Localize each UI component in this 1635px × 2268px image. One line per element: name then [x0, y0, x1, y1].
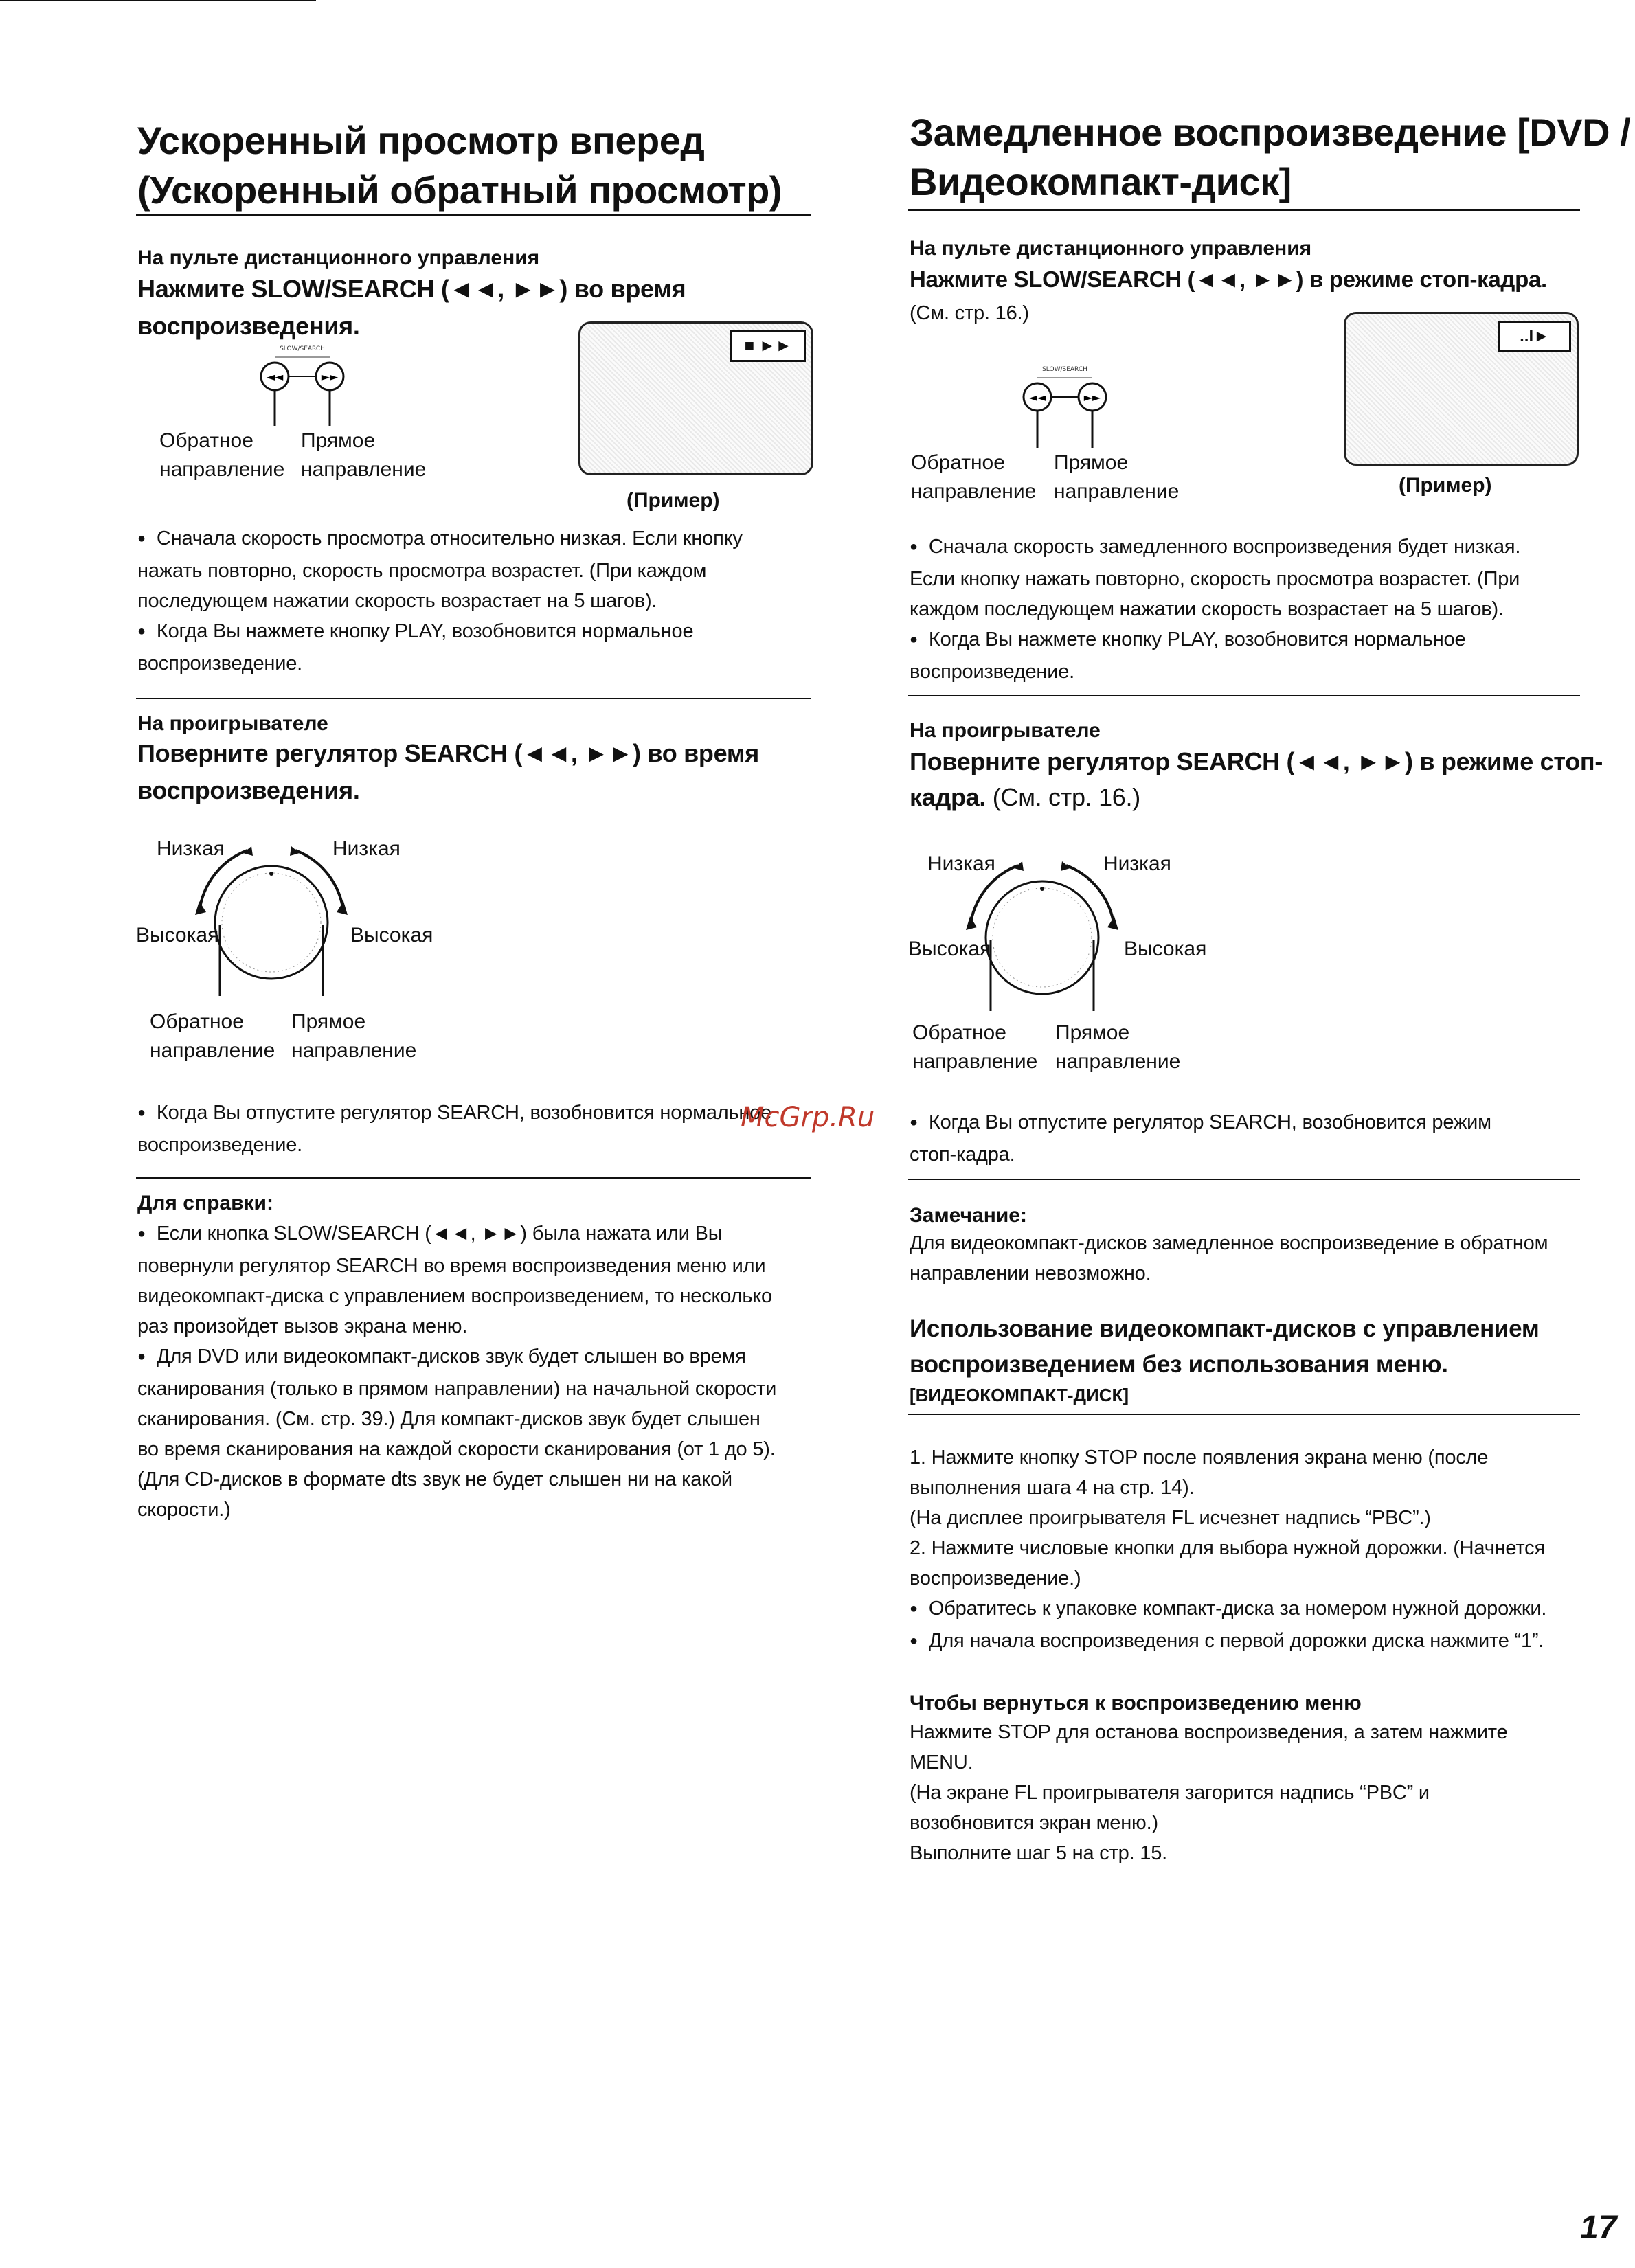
- text-line: 2. Нажмите числовые кнопки для выбора нужной дорожки. (Начнется: [910, 1537, 1545, 1559]
- left-remote-heading: На пульте дистанционного управления: [137, 247, 540, 269]
- bullet-text: ● Сначала скорость просмотра относительно низкая. Если кнопку: [137, 523, 811, 556]
- bullet-text: ● Когда Вы отпустите регулятор SEARCH, возобновится режим: [910, 1107, 1583, 1139]
- text-line: (Для CD-дисков в формате dts звук не будет слышен ни на какой: [137, 1468, 732, 1490]
- example-caption: (Пример): [1399, 474, 1492, 497]
- text-line: нажать повторно, скорость просмотра возрастет. (При каждом: [137, 560, 707, 582]
- left-remote-reverse-1: Обратное: [159, 429, 253, 452]
- dial-low-right: Низкая: [332, 837, 401, 860]
- right-section-rule: [908, 695, 1580, 696]
- dial-low-right: Низкая: [1103, 852, 1171, 875]
- right-remote-reverse-2: направление: [911, 480, 1037, 503]
- text-line: выполнения шага 4 на стр. 14).: [910, 1477, 1195, 1499]
- bullet-text: ● Если кнопка SLOW/SEARCH (◄◄, ►►) была нажата или Вы: [137, 1218, 811, 1251]
- right-player-reverse-2: направление: [912, 1050, 1038, 1073]
- left-player-reverse-2: направление: [150, 1039, 275, 1062]
- right-player-heading: На проигрывателе: [910, 719, 1101, 742]
- text-line: воспроизведение.: [910, 661, 1074, 683]
- left-player-instruction-1: Поверните регулятор SEARCH (◄◄, ►►) во время: [137, 739, 759, 767]
- vcd-tag: [ВИДЕОКОМПАКТ-ДИСК]: [910, 1385, 1129, 1405]
- left-player-instruction-2: воспроизведения.: [137, 776, 360, 804]
- text-line: воспроизведение.): [910, 1567, 1081, 1589]
- watermark: McGrp.Ru: [741, 1102, 875, 1133]
- return-menu-heading: Чтобы вернуться к воспроизведению меню: [910, 1692, 1362, 1714]
- text-line: раз произойдет вызов экрана меню.: [137, 1315, 468, 1337]
- right-note-rule: [908, 1179, 1580, 1180]
- text-line: сканирования. (См. стр. 39.) Для компакт-дисков звук будет слышен: [137, 1408, 760, 1430]
- left-remote-reverse-2: направление: [159, 458, 285, 481]
- bullet-text: ● Обратитесь к упаковке компакт-диска за номером нужной дорожки.: [910, 1594, 1583, 1626]
- left-player-forward-1: Прямое: [291, 1010, 366, 1033]
- instruction-bold-part: кадра.: [910, 783, 986, 811]
- text-line: Если кнопку нажать повторно, скорость просмотра возрастет. (При: [910, 568, 1520, 590]
- instruction-normal-part: (См. стр. 16.): [986, 783, 1140, 811]
- text-line: воспроизведение.: [137, 653, 302, 674]
- left-title-line1: Ускоренный просмотр вперед: [137, 119, 705, 162]
- text-line: последующем нажатии скорость возрастает на 5 шагов).: [137, 590, 657, 612]
- reference-heading: Для справки:: [137, 1192, 273, 1214]
- vcd-steps: [910, 1442, 1583, 1658]
- right-remote-heading: На пульте дистанционного управления: [910, 237, 1312, 260]
- text-line: повернули регулятор SEARCH во время воспроизведения меню или: [137, 1255, 766, 1277]
- example-caption: (Пример): [627, 489, 720, 512]
- svg-text:◄◄: ◄◄: [1028, 391, 1046, 404]
- note-text: [910, 1228, 1583, 1289]
- right-remote-forward-2: направление: [1054, 480, 1180, 503]
- text-line: воспроизведение.: [137, 1134, 302, 1156]
- text-line: (На экране FL проигрывателя загорится надпись “PBC” и: [910, 1782, 1430, 1804]
- right-player-reverse-1: Обратное: [912, 1021, 1006, 1044]
- left-remote-instruction-1: Нажмите SLOW/SEARCH (◄◄, ►►) во время: [137, 275, 686, 303]
- left-player-heading: На проигрывателе: [137, 712, 328, 735]
- bullet-text: ● Когда Вы нажмете кнопку PLAY, возобновится нормальное: [137, 616, 811, 648]
- left-reference-rule: [136, 1177, 811, 1179]
- vcd-title-line1: Использование видеокомпакт-дисков с управлением: [910, 1315, 1540, 1342]
- text-line: Для видеокомпакт-дисков замедленное воспроизведение в обратном: [910, 1232, 1548, 1254]
- dial-high-left: Высокая: [136, 924, 219, 946]
- bullet-text: ● Для начала воспроизведения с первой дорожки диска нажмите “1”.: [910, 1626, 1583, 1658]
- left-remote-notes: [137, 523, 811, 679]
- svg-text:◄◄: ◄◄: [266, 370, 284, 383]
- right-player-instruction-1: Поверните регулятор SEARCH (◄◄, ►►) в режиме стоп-: [910, 747, 1603, 775]
- example-screen: [1344, 312, 1579, 466]
- example-screen: [578, 321, 813, 475]
- bullet-text: ● Когда Вы отпустите регулятор SEARCH, возобновится нормальное: [137, 1098, 811, 1130]
- text-line: MENU.: [910, 1751, 973, 1773]
- corner-rule: [0, 0, 316, 1]
- dial-low-left: Низкая: [927, 852, 995, 875]
- left-remote-forward-2: направление: [301, 458, 427, 481]
- right-remote-instruction: Нажмите SLOW/SEARCH (◄◄, ►►) в режиме стоп-кадра.: [910, 267, 1547, 292]
- text-line: стоп-кадра.: [910, 1144, 1015, 1166]
- left-player-notes: [137, 1098, 811, 1160]
- text-line: направлении невозможно.: [910, 1262, 1151, 1284]
- text-line: 1. Нажмите кнопку STOP после появления экрана меню (после: [910, 1447, 1489, 1468]
- right-title-rule: [908, 209, 1580, 211]
- text-line: Нажмите STOP для останова воспроизведения, а затем нажмите: [910, 1721, 1508, 1743]
- right-player-notes: [910, 1107, 1583, 1170]
- reference-text: [137, 1218, 811, 1525]
- left-title-rule: [136, 214, 811, 216]
- right-remote-forward-1: Прямое: [1054, 451, 1129, 474]
- dial-high-right: Высокая: [1124, 938, 1207, 960]
- text-line: каждом последующем нажатии скорость возрастает на 5 шагов).: [910, 598, 1504, 620]
- button-caption: SLOW/SEARCH: [1042, 366, 1087, 373]
- right-title-line1: Замедленное воспроизведение [DVD /: [910, 111, 1631, 154]
- left-remote-instruction-2: воспроизведения.: [137, 312, 360, 340]
- right-player-forward-2: направление: [1055, 1050, 1181, 1073]
- vcd-title-line2: воспроизведением без использования меню.: [910, 1351, 1448, 1378]
- dial-low-left: Низкая: [157, 837, 225, 860]
- osd-fast-forward: ■ ►►: [730, 330, 806, 362]
- left-section-rule: [136, 698, 811, 699]
- right-remote-reverse-1: Обратное: [911, 451, 1005, 474]
- text-line: (На дисплее проигрывателя FL исчезнет надпись “PBC”.): [910, 1507, 1431, 1529]
- right-player-forward-1: Прямое: [1055, 1021, 1130, 1044]
- right-remote-notes: [910, 532, 1583, 687]
- slow-search-buttons-icon: [247, 343, 357, 433]
- text-line: сканирования (только в прямом направлении) на начальной скорости: [137, 1378, 777, 1400]
- text-line: скорости.): [137, 1499, 231, 1521]
- left-title-line2: (Ускоренный обратный просмотр): [137, 168, 782, 212]
- right-player-instruction-2: [910, 779, 1140, 816]
- button-caption: SLOW/SEARCH: [280, 345, 325, 352]
- slow-search-buttons-icon: [1010, 364, 1120, 453]
- text-line: возобновится экран меню.): [910, 1812, 1158, 1834]
- bullet-text: ● Сначала скорость замедленного воспроизведения будет низкая.: [910, 532, 1583, 564]
- left-player-reverse-1: Обратное: [150, 1010, 244, 1033]
- dial-high-left: Высокая: [908, 938, 991, 960]
- svg-text:►►: ►►: [1083, 391, 1101, 404]
- text-line: Выполните шаг 5 на стр. 15.: [910, 1842, 1168, 1864]
- vcd-rule: [908, 1414, 1580, 1415]
- bullet-text: ● Когда Вы нажмете кнопку PLAY, возобновится нормальное: [910, 624, 1583, 657]
- left-remote-forward-1: Прямое: [301, 429, 376, 452]
- note-heading: Замечание:: [910, 1204, 1027, 1227]
- left-player-forward-2: направление: [291, 1039, 417, 1062]
- svg-text:►►: ►►: [321, 370, 339, 383]
- page-number: 17: [1580, 2210, 1617, 2246]
- bullet-text: ● Для DVD или видеокомпакт-дисков звук будет слышен во время: [137, 1341, 811, 1374]
- right-title-line2: Видеокомпакт-диск]: [910, 160, 1292, 203]
- right-see-page: (См. стр. 16.): [910, 302, 1029, 324]
- text-line: видеокомпакт-диска с управлением воспроизведением, то несколько: [137, 1285, 772, 1307]
- text-line: во время сканирования на каждой скорости сканирования (от 1 до 5).: [137, 1438, 776, 1460]
- dial-high-right: Высокая: [350, 924, 433, 946]
- return-menu-text: [910, 1717, 1583, 1868]
- osd-slow-motion: ..I►: [1498, 321, 1571, 352]
